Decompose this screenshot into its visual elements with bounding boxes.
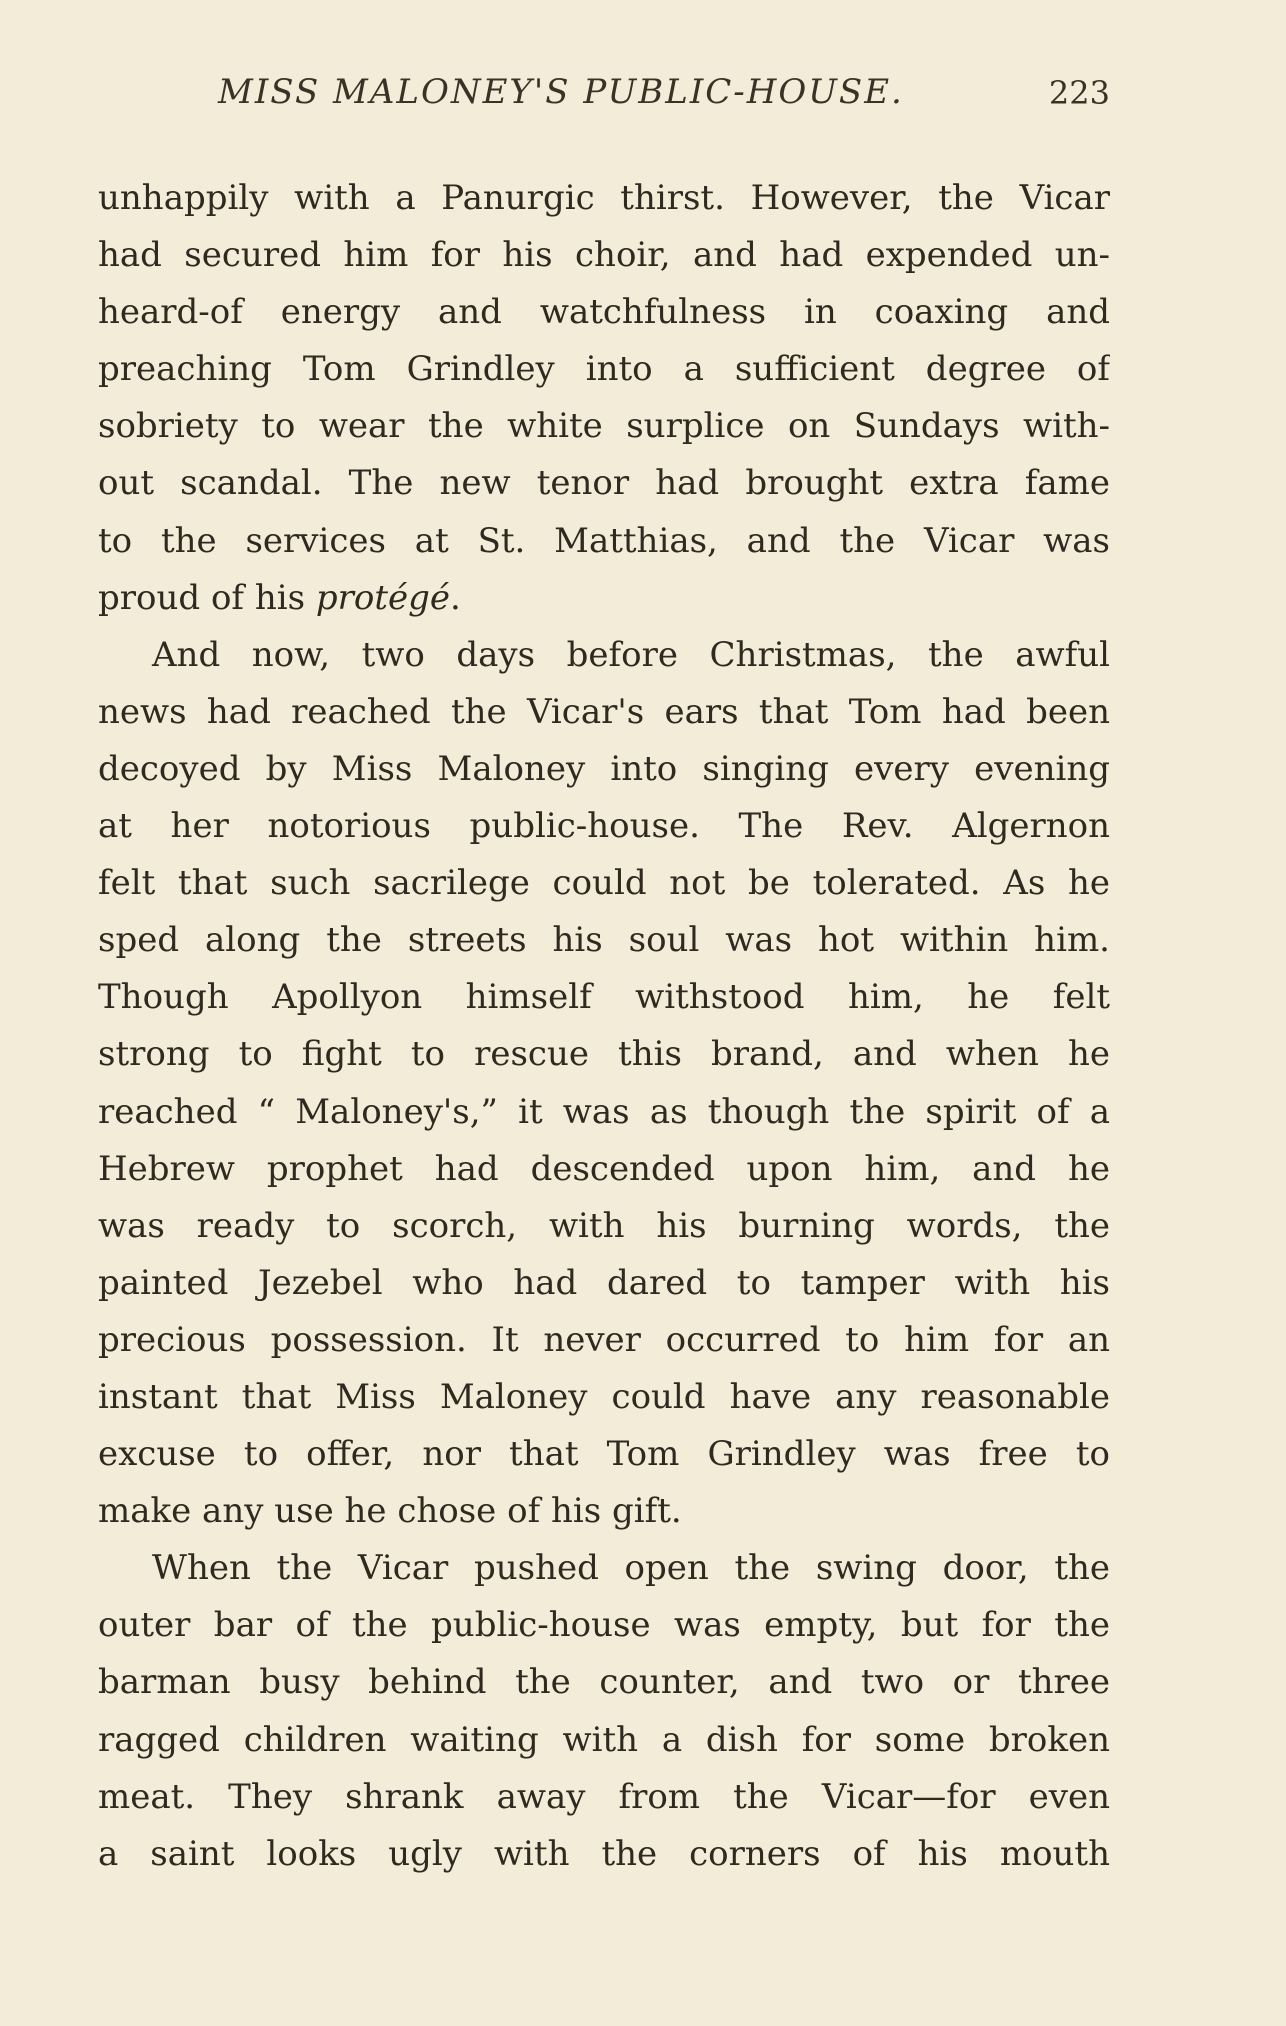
- text-line: make any use he chose of his gift.: [98, 1491, 682, 1532]
- text-line: out scandal. The new tenor had brought extra fame: [98, 463, 1110, 504]
- text-line: ragged children waiting with a dish for some broken: [98, 1719, 1110, 1760]
- text-line: meat. They shrank away from the Vicar—for even: [98, 1776, 1110, 1817]
- text-line: to the services at St. Matthias, and the Vicar was: [98, 520, 1110, 561]
- text-line: And now, two days before Christmas, the awful: [152, 634, 1110, 675]
- text-line: at her notorious public-house. The Rev. Algernon: [98, 806, 1110, 847]
- text-line: felt that such sacrilege could not be tolerated. As he: [98, 863, 1110, 904]
- running-title: MISS MALONEY'S PUBLIC-HOUSE.: [218, 72, 904, 112]
- text-line: outer bar of the public-house was empty, but for the: [98, 1605, 1110, 1646]
- text-line: heard-of energy and watchfulness in coaxing and: [98, 292, 1110, 333]
- running-head: [100, 72, 1110, 128]
- text-line: sobriety to wear the white surplice on Sundays with-: [98, 406, 1110, 447]
- text-line: preaching Tom Grindley into a sufficient degree of: [98, 349, 1110, 390]
- text-line: decoyed by Miss Maloney into singing every evening: [98, 748, 1110, 789]
- text-line: sped along the streets his soul was hot within him.: [98, 920, 1110, 961]
- text-line: barman busy behind the counter, and two or three: [98, 1662, 1110, 1703]
- text-line: proud of his protégé.: [98, 577, 461, 618]
- italic-word: protégé: [315, 577, 451, 618]
- text-line: When the Vicar pushed open the swing door, the: [152, 1548, 1110, 1589]
- text-line: reached “ Maloney's,” it was as though the spirit of a: [98, 1091, 1110, 1132]
- text-line: a saint looks ugly with the corners of his mouth: [98, 1833, 1110, 1874]
- text-line: instant that Miss Maloney could have any reasonable: [98, 1376, 1110, 1417]
- text-line: had secured him for his choir, and had expended un-: [98, 235, 1110, 276]
- text-line: Hebrew prophet had descended upon him, and he: [98, 1148, 1110, 1189]
- text-line: painted Jezebel who had dared to tamper with his: [98, 1262, 1110, 1303]
- text-line: was ready to scorch, with his burning words, the: [98, 1205, 1110, 1246]
- page-number: 223: [1048, 74, 1110, 112]
- text-line: unhappily with a Panurgic thirst. However, the Vicar: [98, 178, 1110, 218]
- body-text: [98, 170, 1110, 1883]
- text-line: excuse to offer, nor that Tom Grindley was free to: [98, 1434, 1110, 1475]
- text-line: precious possession. It never occurred to him for an: [98, 1319, 1110, 1360]
- text-line: strong to fight to rescue this brand, and when he: [98, 1034, 1110, 1075]
- text-line: news had reached the Vicar's ears that Tom had been: [98, 691, 1110, 732]
- text-line: Though Apollyon himself withstood him, he felt: [98, 977, 1110, 1018]
